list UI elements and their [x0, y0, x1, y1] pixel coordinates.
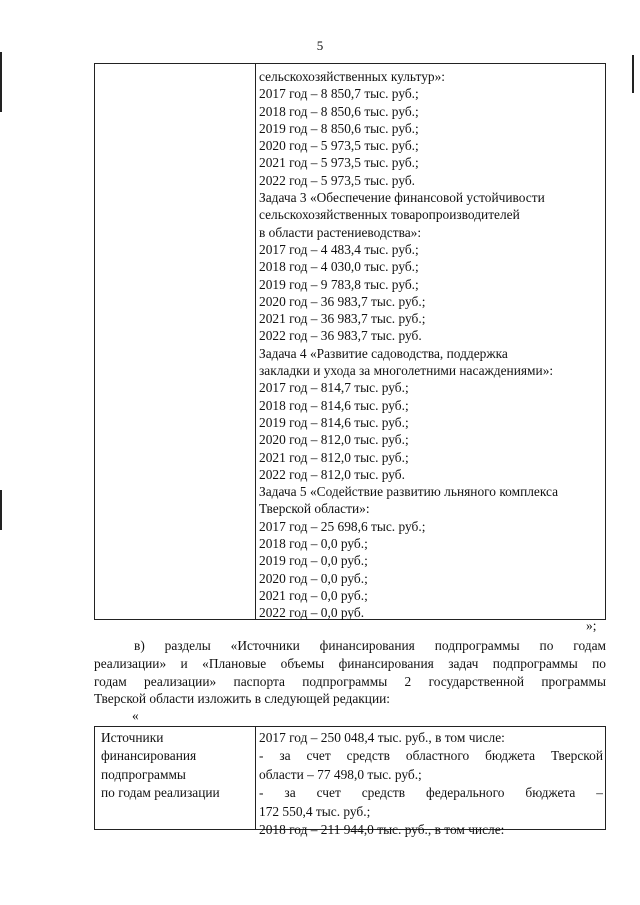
table-line: 2020 год – 36 983,7 тыс. руб.;	[259, 293, 426, 309]
column-divider	[255, 64, 256, 619]
table-line: сельскохозяйственных культур»:	[259, 69, 446, 84]
table-line: 2020 год – 5 973,5 тыс. руб.;	[259, 138, 419, 154]
table-line: 172 550,4 тыс. руб.;	[259, 803, 371, 819]
row-header-line: подпрограммы	[101, 766, 186, 782]
row-header-line: финансирования	[101, 748, 197, 764]
table-line: 2017 год – 8 850,7 тыс. руб.;	[259, 86, 419, 102]
amendment-paragraph	[94, 637, 606, 708]
table-line: 2019 год – 9 783,8 тыс. руб.;	[259, 276, 419, 292]
table-line: Тверской области»:	[259, 501, 370, 517]
table-line: Задача 3 «Обеспечение финансовой устойчивости	[259, 190, 545, 206]
table-line: 2017 год – 250 048,4 тыс. руб., в том числе:	[259, 730, 505, 745]
opening-quote-mark: «	[132, 708, 139, 723]
paragraph-line: реализации» и «Плановые объемы финансирования задач подпрограммы по	[94, 655, 606, 671]
paragraph-line: годам реализации» паспорта подпрограммы 2 государственной программы	[94, 673, 606, 689]
table-line: 2022 год – 5 973,5 тыс. руб.	[259, 172, 416, 188]
table-line: 2020 год – 0,0 руб.;	[259, 570, 368, 586]
paragraph-line: в) разделы «Источники финансирования подпрограммы по годам	[134, 638, 606, 653]
table-line: Задача 5 «Содействие развитию льняного комплекса	[259, 484, 559, 500]
table-line: - за счет средств областного бюджета Тверской	[259, 748, 603, 764]
row-header-line: Источники	[101, 730, 164, 745]
table-line: закладки и ухода за многолетними насаждениями»:	[259, 363, 554, 379]
table-line: 2021 год – 36 983,7 тыс. руб.;	[259, 311, 426, 327]
table-line: 2017 год – 25 698,6 тыс. руб.;	[259, 518, 426, 534]
table-line: 2017 год – 814,7 тыс. руб.;	[259, 380, 409, 396]
table-line: 2017 год – 4 483,4 тыс. руб.;	[259, 241, 419, 257]
margin-mark	[0, 490, 2, 530]
table-line: 2022 год – 812,0 тыс. руб.	[259, 466, 405, 482]
table-line: сельскохозяйственных товаропроизводителей	[259, 207, 520, 223]
row-header-cell	[101, 729, 251, 803]
paragraph-line: Тверской области изложить в следующей редакции:	[94, 691, 390, 707]
table-line: 2018 год – 8 850,6 тыс. руб.;	[259, 103, 419, 119]
table-line: Задача 4 «Развитие садоводства, поддержка	[259, 345, 508, 361]
page-number: 5	[316, 38, 324, 53]
table-line: 2019 год – 0,0 руб.;	[259, 553, 368, 569]
table-line: 2021 год – 0,0 руб.;	[259, 587, 368, 603]
margin-mark	[0, 52, 2, 112]
table-line: 2021 год – 5 973,5 тыс. руб.;	[259, 155, 419, 171]
table-line: 2019 год – 814,6 тыс. руб.;	[259, 414, 409, 430]
table-line: 2019 год – 8 850,6 тыс. руб.;	[259, 120, 419, 136]
funding-table-continuation	[94, 63, 606, 620]
table-line: в области растениеводства»:	[259, 224, 422, 240]
table-line: области – 77 498,0 тыс. руб.;	[259, 766, 422, 782]
table-line: - за счет средств федерального бюджета –	[259, 785, 603, 801]
table-line: 2020 год – 812,0 тыс. руб.;	[259, 432, 409, 448]
row-header-line: по годам реализации	[101, 785, 220, 801]
closing-quote-mark: »;	[586, 618, 597, 633]
funding-sources-cell	[259, 729, 603, 839]
table-line: 2018 год – 4 030,0 тыс. руб.;	[259, 259, 419, 275]
table-line: 2018 год – 211 944,0 тыс. руб., в том числе:	[259, 821, 505, 837]
funding-sources-table	[94, 726, 606, 837]
table-line: 2018 год – 814,6 тыс. руб.;	[259, 397, 409, 413]
column-divider	[255, 727, 256, 829]
table-line: 2021 год – 812,0 тыс. руб.;	[259, 449, 409, 465]
margin-mark	[632, 55, 634, 93]
funding-cell	[259, 68, 603, 622]
table-line: 2022 год – 0,0 руб.	[259, 605, 365, 621]
table-line: 2018 год – 0,0 руб.;	[259, 536, 368, 552]
table-line: 2022 год – 36 983,7 тыс. руб.	[259, 328, 422, 344]
